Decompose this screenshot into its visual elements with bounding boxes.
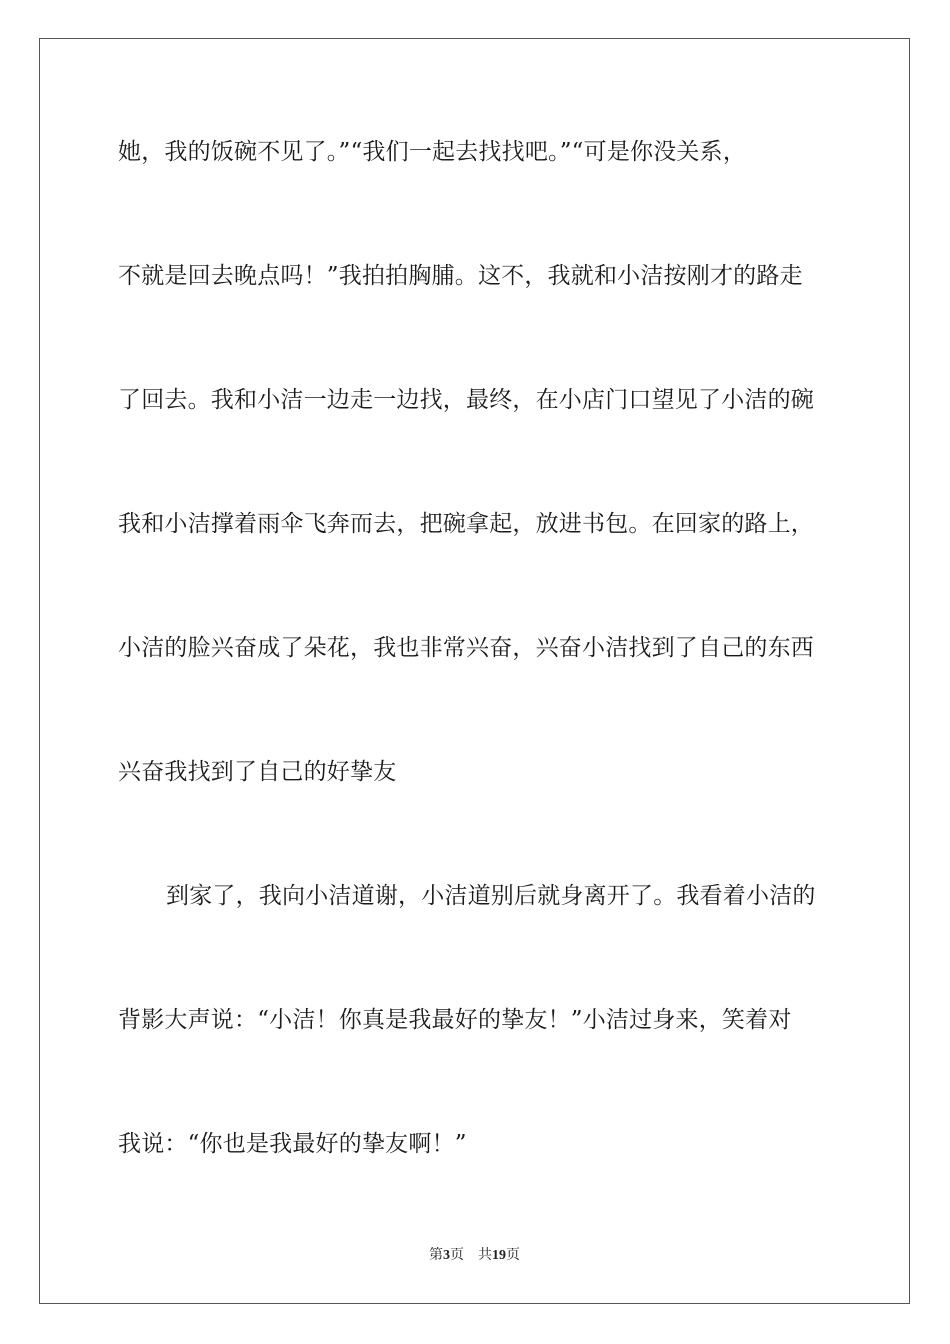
footer-page-suffix: 页	[450, 1247, 464, 1263]
text-line-3: 了回去。我和小洁一边走一边找，最终，在小店门口望见了小洁的碗	[118, 387, 814, 413]
text-line-1: 她，我的饭碗不见了。”“我们一起去找找吧。”“可是你没关系，	[118, 139, 747, 165]
page-footer	[40, 1246, 909, 1265]
text-line-5: 小洁的脸兴奋成了朵花，我也非常兴奋，兴奋小洁找到了自己的东西	[118, 635, 814, 661]
document-page	[39, 38, 910, 1304]
text-line-8: 背影大声说：“小洁！你真是我最好的挚友！”小洁过身来，笑着对	[118, 1007, 792, 1033]
text-line-9: 我说：“你也是我最好的挚友啊！”	[118, 1131, 467, 1157]
text-line-7: 到家了，我向小洁道谢，小洁道别后就身离开了。我看着小洁的	[166, 883, 816, 909]
text-line-2: 不就是回去晚点吗！”我拍拍胸脯。这不，我就和小洁按刚才的路走	[118, 263, 803, 289]
footer-page-prefix: 第	[429, 1247, 443, 1263]
text-line-6: 兴奋我找到了自己的好挚友	[118, 759, 397, 785]
footer-total-pages: 19	[492, 1248, 506, 1263]
footer-page-number: 3	[443, 1248, 450, 1263]
footer-total-suffix: 页	[506, 1247, 520, 1263]
text-line-4: 我和小洁撑着雨伞飞奔而去，把碗拿起，放进书包。在回家的路上，	[118, 511, 814, 537]
footer-total-prefix: 共	[478, 1247, 492, 1263]
